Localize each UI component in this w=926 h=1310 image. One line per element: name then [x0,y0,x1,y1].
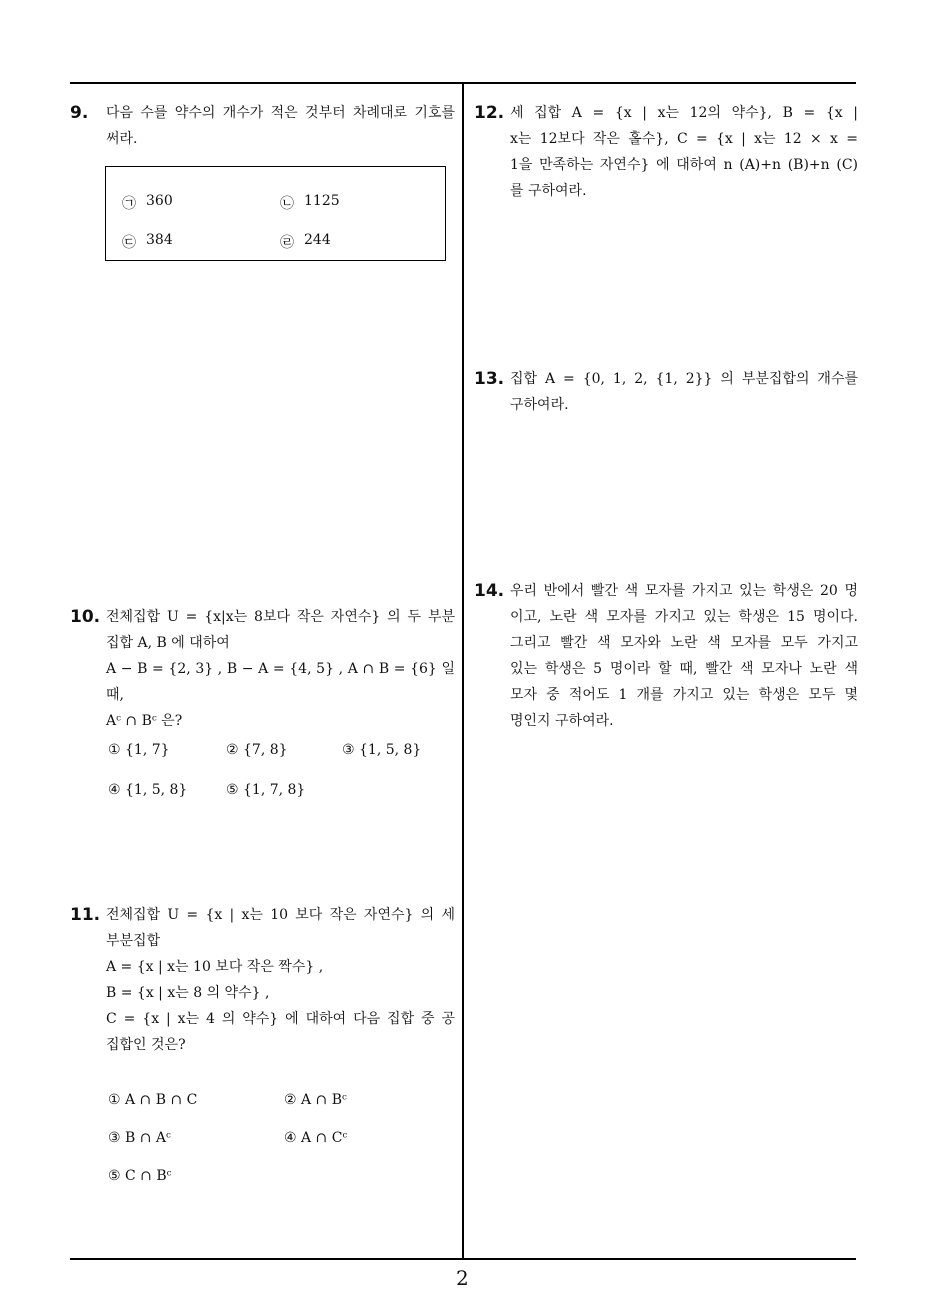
question-text-line: 있는 학생은 5 명이라 할 때, 빨간 색 모자나 노란 색 [510,661,858,677]
question-text-line: 전체집합 U = {x | x는 10 보다 작은 자연수} 의 세 [106,907,455,923]
option-mark: ㉢ [122,235,136,251]
q9-options-box [105,166,446,261]
question-12 [474,100,858,204]
question-text-line: A − B = {2, 3} , B − A = {4, 5} , A ∩ B = {6} 일 때, [106,661,455,703]
question-text-line: 이고, 노란 색 모자를 가지고 있는 학생은 15 명이다. [510,609,858,625]
choice-1[interactable]: ① A ∩ B ∩ C [108,1092,198,1108]
question-text-line: 모자 중 적어도 1 개를 가지고 있는 학생은 모두 몇 [510,687,858,703]
question-text-line: 명인지 구하여라. [510,713,614,729]
question-text-line: 1을 만족하는 자연수} 에 대하여 n (A)+n (B)+n (C) [510,157,858,173]
option-value: 360 [146,193,173,209]
question-number: 11. [70,905,101,925]
question-text-line: 집합인 것은? [106,1037,186,1053]
q11-choices [108,1092,458,1192]
option-mark: ㉡ [280,196,294,212]
question-text-line: 구하여라. [510,397,569,413]
q10-choices [108,742,458,812]
choice-2[interactable]: ② {7, 8} [226,742,288,758]
question-text-line: Aᶜ ∩ Bᶜ 은? [106,713,183,729]
choice-3[interactable]: ③ B ∩ Aᶜ [108,1130,171,1146]
question-text-line: C = {x | x는 4 의 약수} 에 대하여 다음 집합 중 공 [106,1011,455,1027]
question-number: 10. [70,607,101,627]
question-text-line: 집합 A, B 에 대하여 [106,635,230,651]
option-mark: ㉣ [280,235,294,251]
question-13 [474,366,858,418]
page-number: 2 [456,1266,469,1290]
choice-4[interactable]: ④ {1, 5, 8} [108,782,188,798]
option-value: 1125 [304,193,340,209]
question-text-line: 그리고 빨간 색 모자와 노란 색 모자를 모두 가지고 [510,635,858,651]
choice-1[interactable]: ① {1, 7} [108,742,170,758]
question-number: 14. [474,581,505,601]
question-text-line: 집합 A = {0, 1, 2, {1, 2}} 의 부분집합의 개수를 [510,371,858,387]
question-11 [70,902,455,1058]
column-divider [462,82,464,1259]
question-text-line: 세 집합 A = {x | x는 12의 약수}, B = {x | [510,105,858,121]
question-9 [70,100,455,152]
question-text-line: 써라. [106,131,138,147]
option-value: 244 [304,232,331,248]
question-text-line: A = {x | x는 10 보다 작은 짝수} , [106,959,324,975]
choice-2[interactable]: ② A ∩ Bᶜ [284,1092,347,1108]
question-text-line: 부분집합 [106,933,161,949]
bottom-rule [70,1258,856,1260]
question-10 [70,604,455,734]
question-14 [474,578,858,734]
question-text-line: 다음 수를 약수의 개수가 적은 것부터 차례대로 기호를 [106,105,455,121]
option-value: 384 [146,232,173,248]
choice-4[interactable]: ④ A ∩ Cᶜ [284,1130,348,1146]
option-mark: ㉠ [122,196,136,212]
question-text-line: 우리 반에서 빨간 색 모자를 가지고 있는 학생은 20 명 [510,583,858,599]
choice-3[interactable]: ③ {1, 5, 8} [342,742,422,758]
question-number: 13. [474,369,505,389]
question-number: 9. [70,103,89,123]
choice-5[interactable]: ⑤ {1, 7, 8} [226,782,306,798]
choice-5[interactable]: ⑤ C ∩ Bᶜ [108,1168,172,1184]
question-text-line: 를 구하여라. [510,183,587,199]
question-text-line: 전체집합 U = {x|x는 8보다 작은 자연수} 의 두 부분 [106,609,455,625]
question-text-line: x는 12보다 작은 홀수}, C = {x | x는 12 × x = [510,131,858,147]
question-number: 12. [474,103,505,123]
question-text-line: B = {x | x는 8 의 약수} , [106,985,270,1001]
